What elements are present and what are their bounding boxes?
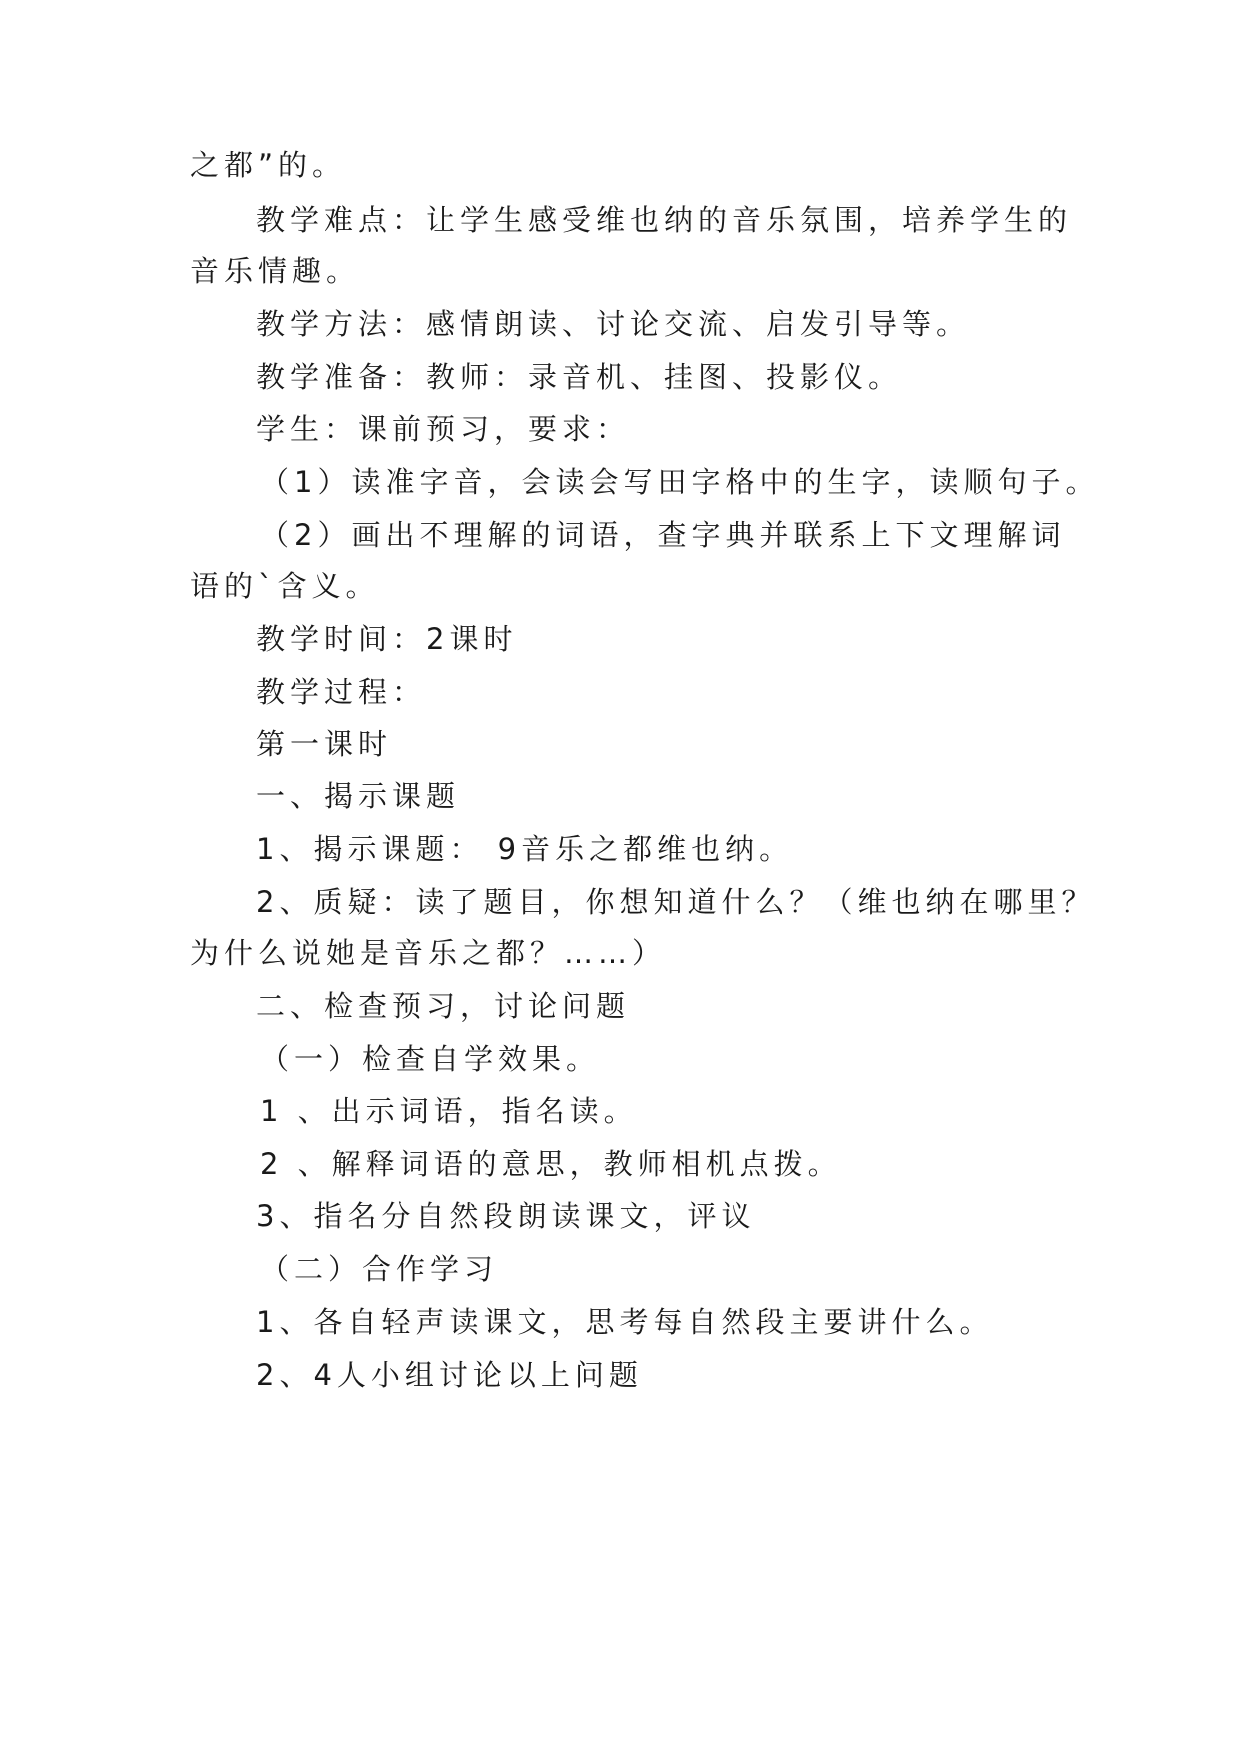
text-line: 二、检查预习，讨论问题 (256, 989, 631, 1023)
text-line: 教学难点：让学生感受维也纳的音乐氛围，培养学生的 (256, 203, 1073, 237)
text-line: 教学准备：教师：录音机、挂图、投影仪。 (256, 360, 903, 394)
text-line: 教学方法：感情朗读、讨论交流、启发引导等。 (256, 307, 971, 341)
text-line: 教学过程： (256, 675, 427, 709)
text-line: 1、各自轻声读课文，思考每自然段主要讲什么。 (256, 1305, 994, 1339)
text-line: 学生：课前预习，要求： (256, 412, 631, 446)
text-line: 3、指名分自然段朗读课文，评议 (256, 1199, 756, 1233)
text-line: 2、4人小组讨论以上问题 (256, 1358, 643, 1392)
text-line: 音乐情趣。 (190, 254, 361, 288)
text-line: 2 、解释词语的意思，教师相机点拨。 (260, 1147, 842, 1181)
text-line: 2、质疑：读了题目，你想知道什么？（维也纳在哪里？ (256, 885, 1096, 919)
text-line: （二）合作学习 (260, 1252, 499, 1286)
text-line: （1）读准字音，会读会写田字格中的生字，读顺句子。 (260, 465, 1100, 499)
text-line: 第一课时 (256, 727, 393, 761)
text-line: 一、揭示课题 (256, 779, 461, 813)
text-line: 语的`含义。 (190, 569, 380, 603)
text-line: （2）画出不理解的词语，查字典并联系上下文理解词 (260, 518, 1066, 552)
text-line: （一）检查自学效果。 (260, 1042, 601, 1076)
text-line: 之都”的。 (190, 148, 347, 182)
text-line: 为什么说她是音乐之都？……） (190, 936, 667, 970)
text-line: 教学时间：2课时 (256, 622, 518, 656)
text-line: 1、揭示课题： 9音乐之都维也纳。 (256, 832, 794, 866)
text-line: 1 、出示词语，指名读。 (260, 1094, 638, 1128)
